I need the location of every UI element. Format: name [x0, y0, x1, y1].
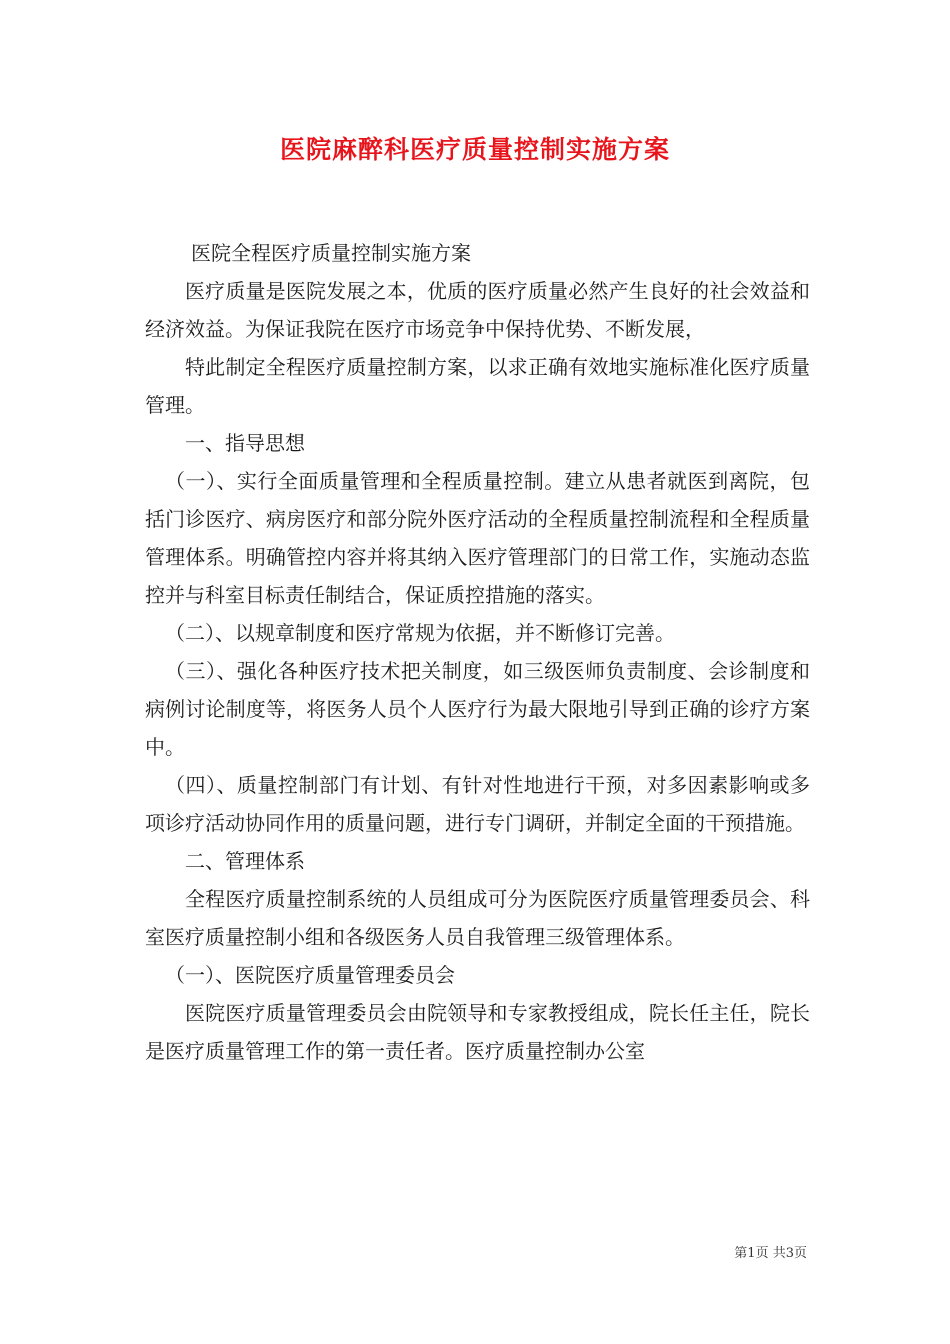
page-label-prefix: 第 [734, 1246, 748, 1261]
document-body [145, 234, 810, 1070]
total-pages-number: 3 [785, 1246, 794, 1261]
section-heading-management-system: 二、管理体系 [185, 849, 305, 873]
paragraph-item-2: （二）、以规章制度和医疗常规为依据，并不断修订完善。 [165, 621, 675, 645]
document-title: 医院麻醉科医疗质量控制实施方案 [279, 135, 670, 164]
current-page-number: 1 [747, 1246, 756, 1261]
paragraph-intro: 医疗质量是医院发展之本，优质的医疗质量必然产生良好的社会效益和经济效益。为保证我院在医疗市场竞争中保持优势、不断发展， [145, 279, 810, 341]
paragraph-committee-description: 医院医疗质量管理委员会由院领导和专家教授组成，院长任主任，院长是医疗质量管理工作的第一责任者。医疗质量控制办公室 [145, 1001, 810, 1063]
paragraph-system-overview: 全程医疗质量控制系统的人员组成可分为医院医疗质量管理委员会、科室医疗质量控制小组和各级医务人员自我管理三级管理体系。 [145, 887, 810, 949]
paragraph-item-4: （四）、质量控制部门有计划、有针对性地进行干预，对多因素影响或多项诊疗活动协同作用的质量问题，进行专门调研，并制定全面的干预措施。 [145, 773, 810, 835]
paragraph-item-1: （一）、实行全面质量管理和全程质量控制。建立从患者就医到离院，包括门诊医疗、病房医疗和部分院外医疗活动的全程质量控制流程和全程质量管理体系。明确管控内容并将其纳入医疗管理部门的日常工作，实施动态监控并与科室目标责任制结合，保证质控措施的落实。 [145, 469, 810, 607]
page-label-middle: 页 共 [755, 1246, 786, 1261]
section-heading-guiding-ideas: 一、指导思想 [185, 431, 305, 455]
page-number-footer [734, 1244, 807, 1264]
paragraph-item-3: （三）、强化各种医疗技术把关制度，如三级医师负责制度、会诊制度和病例讨论制度等，将医务人员个人医疗行为最大限地引导到正确的诊疗方案中。 [145, 659, 810, 759]
subheading-quality-committee: （一）、医院医疗质量管理委员会 [165, 963, 455, 987]
paragraph-subtitle: 医院全程医疗质量控制实施方案 [191, 241, 471, 265]
page-label-suffix: 页 [793, 1246, 807, 1261]
paragraph-purpose: 特此制定全程医疗质量控制方案，以求正确有效地实施标准化医疗质量管理。 [145, 355, 810, 417]
